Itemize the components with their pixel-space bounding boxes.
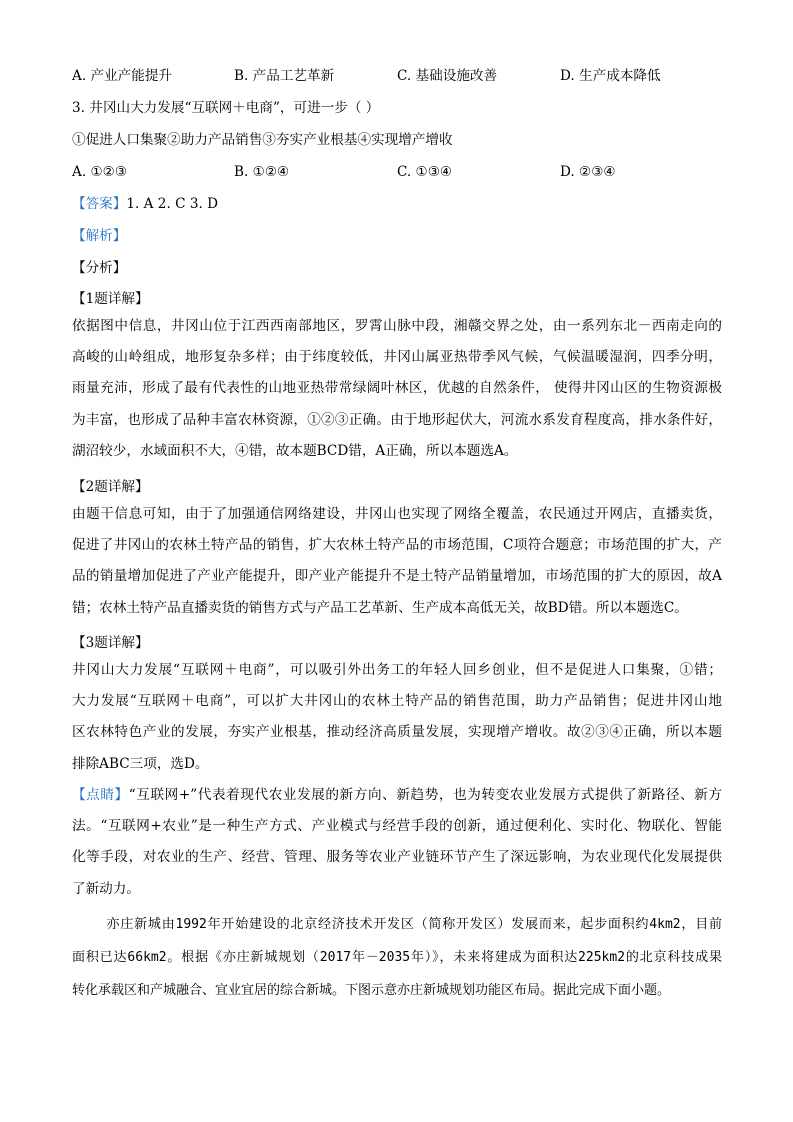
detail1-line: 为丰富，也形成了品种丰富农林资源，①②③正确。由于地形起伏大，河流水系发育程度高，排水条件好， bbox=[72, 411, 722, 428]
dianjing-paragraph bbox=[72, 780, 722, 905]
dianjing-line bbox=[72, 780, 722, 811]
detail3-title: 【3题详解】 bbox=[72, 635, 149, 651]
fenxi-heading: 【分析】 bbox=[72, 260, 127, 276]
answer-tag: 【答案】 bbox=[72, 196, 127, 212]
q3-stem: 3. 井冈山大力发展“互联网＋电商”，可进一步（ ） bbox=[72, 100, 380, 116]
detail3-line: 井冈山大力发展“互联网＋电商”，可以吸引外出务工的年轻人回乡创业，但不是促进人口集聚，①错； bbox=[72, 662, 722, 678]
q3-option-b[interactable]: B. ①②④ bbox=[234, 164, 290, 180]
analysis-tag: 【解析】 bbox=[72, 228, 127, 244]
detail1-paragraph bbox=[72, 311, 722, 467]
intro-paragraph bbox=[72, 908, 722, 1007]
detail2-line: 错；农林土特产品直播卖货的销售方式与产品工艺革新、生产成本高低无关，故BD错。所以本题选C。 bbox=[72, 599, 688, 616]
detail3-line: 排除ABC三项，选D。 bbox=[72, 755, 209, 772]
detail2-paragraph bbox=[72, 499, 722, 624]
detail2-line: 品的销量增加促进了产业产能提升，即产业产能提升不是土特产品销量增加，市场范围的扩大的原因，故A bbox=[72, 568, 722, 585]
q2-option-a[interactable]: A. 产业产能提升 bbox=[72, 68, 173, 84]
q3-option-d[interactable]: D. ②③④ bbox=[560, 164, 616, 180]
dianjing-line: 化等手段，对农业的生产、经营、管理、服务等农业产业链环节产生了深远影响，为农业现代化发展提供 bbox=[72, 849, 722, 866]
dianjing-text: “互联网+”代表着现代农业发展的新方向、新趋势，也为转变农业发展方式提供了新路径、新方 bbox=[128, 787, 723, 803]
answer-line bbox=[72, 194, 218, 214]
detail3-paragraph bbox=[72, 655, 722, 780]
q3-option-c[interactable]: C. ①③④ bbox=[397, 164, 453, 180]
dianjing-tag: 【点睛】 bbox=[72, 787, 129, 803]
q2-option-c[interactable]: C. 基础设施改善 bbox=[397, 68, 498, 84]
detail1-line: 雨量充沛，形成了最有代表性的山地亚热带常绿阔叶林区，优越的自然条件， 使得井冈山区的生物资源极 bbox=[72, 380, 722, 397]
intro-line: 亦庄新城由1992年开始建设的北京经济技术开发区（简称开发区）发展而来，起步面积约4km2，目前 bbox=[72, 917, 722, 932]
detail3-line: 大力发展“互联网＋电商”，可以扩大井冈山的农林土特产品的销售范围，助力产品销售；促进井冈山地 bbox=[72, 693, 722, 710]
dianjing-line: 了新动力。 bbox=[72, 880, 140, 897]
q3-statements: ①促进人口集聚②助力产品销售③夯实产业根基④实现增产增收 bbox=[72, 132, 453, 148]
intro-line: 面积已达66km2。根据《亦庄新城规划（2017年－2035年）》，未来将建成为面积达225km2的北京科技成果 bbox=[72, 950, 722, 965]
q2-option-b[interactable]: B. 产品工艺革新 bbox=[234, 68, 335, 84]
intro-line: 转化承载区和产城融合、宜业宜居的综合新城。下图示意亦庄新城规划功能区布局。据此完成下面小题。 bbox=[72, 983, 671, 998]
q3-option-a[interactable]: A. ①②③ bbox=[72, 164, 128, 180]
detail1-title: 【1题详解】 bbox=[72, 291, 149, 307]
detail3-line: 区农林特色产业的发展，夯实产业根基，推动经济高质量发展，实现增产增收。故②③④正确，所以本题 bbox=[72, 724, 722, 741]
detail1-line: 湖沼较少，水域面积不大，④错，故本题BCD错，A正确，所以本题选A。 bbox=[72, 442, 518, 459]
detail2-line: 由题干信息可知，由于了加强通信网络建设，井冈山也实现了网络全覆盖，农民通过开网店，直播卖货， bbox=[72, 506, 722, 522]
detail2-line: 促进了井冈山的农林土特产品的销售，扩大农林土特产品的市场范围，C项符合题意；市场范围的扩大，产 bbox=[72, 537, 722, 554]
detail2-title: 【2题详解】 bbox=[72, 479, 149, 495]
dianjing-line: 法。“互联网+农业”是一种生产方式、产业模式与经营手段的创新，通过便利化、实时化、物联化、智能 bbox=[72, 818, 722, 835]
q2-option-d[interactable]: D. 生产成本降低 bbox=[560, 68, 661, 84]
answer-text: 1. A 2. C 3. D bbox=[126, 196, 219, 212]
detail1-line: 高峻的山岭组成，地形复杂多样；由于纬度较低，井冈山属亚热带季风气候，气候温暖湿润，四季分明， bbox=[72, 349, 722, 366]
detail1-line: 依据图中信息，井冈山位于江西西南部地区，罗霄山脉中段，湘赣交界之处，由一系列东北－西南走向的 bbox=[72, 318, 722, 334]
